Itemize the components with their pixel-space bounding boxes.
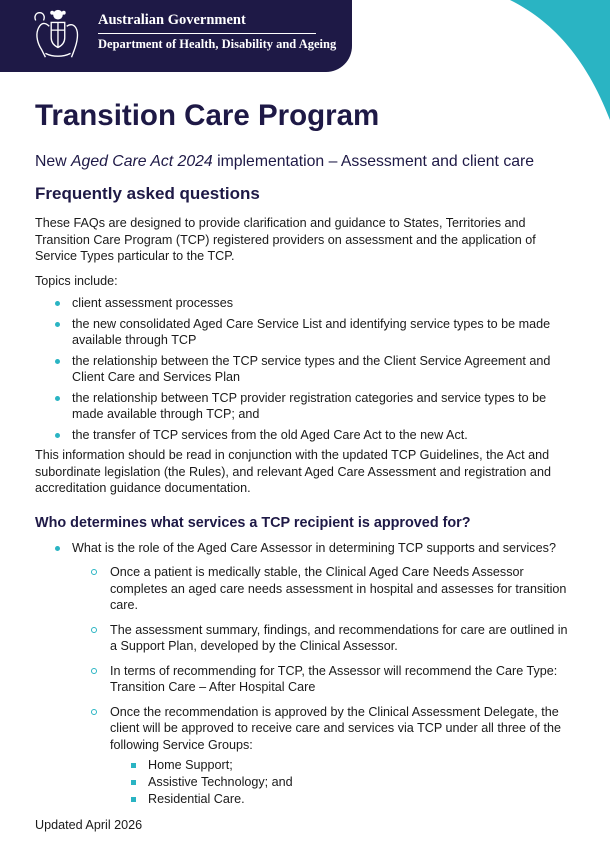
list-item: the relationship between the TCP service types and the Client Service Agreement and Client Care and Services Plan <box>35 353 577 386</box>
answer-item: The assessment summary, findings, and recommendations for care are outlined in a Support Plan, developed by the Clinical Assessor. <box>35 622 577 655</box>
list-item: client assessment processes <box>35 295 577 312</box>
updated-date: Updated April 2026 <box>35 818 143 832</box>
banner-divider <box>98 33 316 34</box>
section-heading: Who determines what services a TCP recipient is approved for? <box>35 514 471 531</box>
read-with-paragraph: This information should be read in conjunction with the updated TCP Guidelines, the Act and subordinate legislation (the Rules), and relevant Aged Care Assessment and registration and accreditation guidance documentation. <box>35 448 551 495</box>
page-title: Transition Care Program <box>35 99 380 132</box>
list-item: the relationship between TCP provider registration categories and service types to be made available through TCP; and <box>35 390 577 423</box>
document-body <box>35 98 577 808</box>
intro-paragraph: These FAQs are designed to provide clarification and guidance to States, Territories and Transition Care Program (TCP) registered providers on assessment and the application of Service Types particular to the TCP. <box>35 216 536 263</box>
answer-item: Once a patient is medically stable, the Clinical Aged Care Needs Assessor completes an aged care needs assessment in hospital and assesses for transition care. <box>35 564 577 614</box>
subtitle-suffix: implementation – Assessment and client care <box>212 153 535 170</box>
answer-item: In terms of recommending for TCP, the Assessor will recommend the Care Type: Transition Care – After Hospital Care <box>35 663 577 696</box>
government-banner <box>0 0 352 72</box>
department-name: Department of Health, Disability and Ageing <box>98 37 337 51</box>
government-name: Australian Government <box>98 12 246 28</box>
subtitle-act-name: Aged Care Act 2024 <box>71 153 213 170</box>
topics-list <box>35 295 577 443</box>
faq-heading: Frequently asked questions <box>35 184 260 203</box>
list-item: the transfer of TCP services from the old Aged Care Act to the new Act. <box>35 427 577 444</box>
topics-intro: Topics include: <box>35 273 118 288</box>
service-groups-list <box>35 757 577 808</box>
coat-of-arms-icon <box>28 5 86 63</box>
list-item: the new consolidated Aged Care Service List and identifying service types to be made available through TCP <box>35 316 577 349</box>
page-subtitle <box>35 152 577 172</box>
subtitle-prefix: New <box>35 153 71 170</box>
service-group-item: Residential Care. <box>35 791 577 808</box>
question-item: What is the role of the Aged Care Assessor in determining TCP supports and services? <box>35 540 577 557</box>
question-list <box>35 540 577 809</box>
answer-list <box>35 564 577 753</box>
answer-item: Once the recommendation is approved by the Clinical Assessment Delegate, the client will be approved to receive care and services via TCP under all three of the following Service Groups: <box>35 704 577 754</box>
service-group-item: Home Support; <box>35 757 577 774</box>
service-group-item: Assistive Technology; and <box>35 774 577 791</box>
